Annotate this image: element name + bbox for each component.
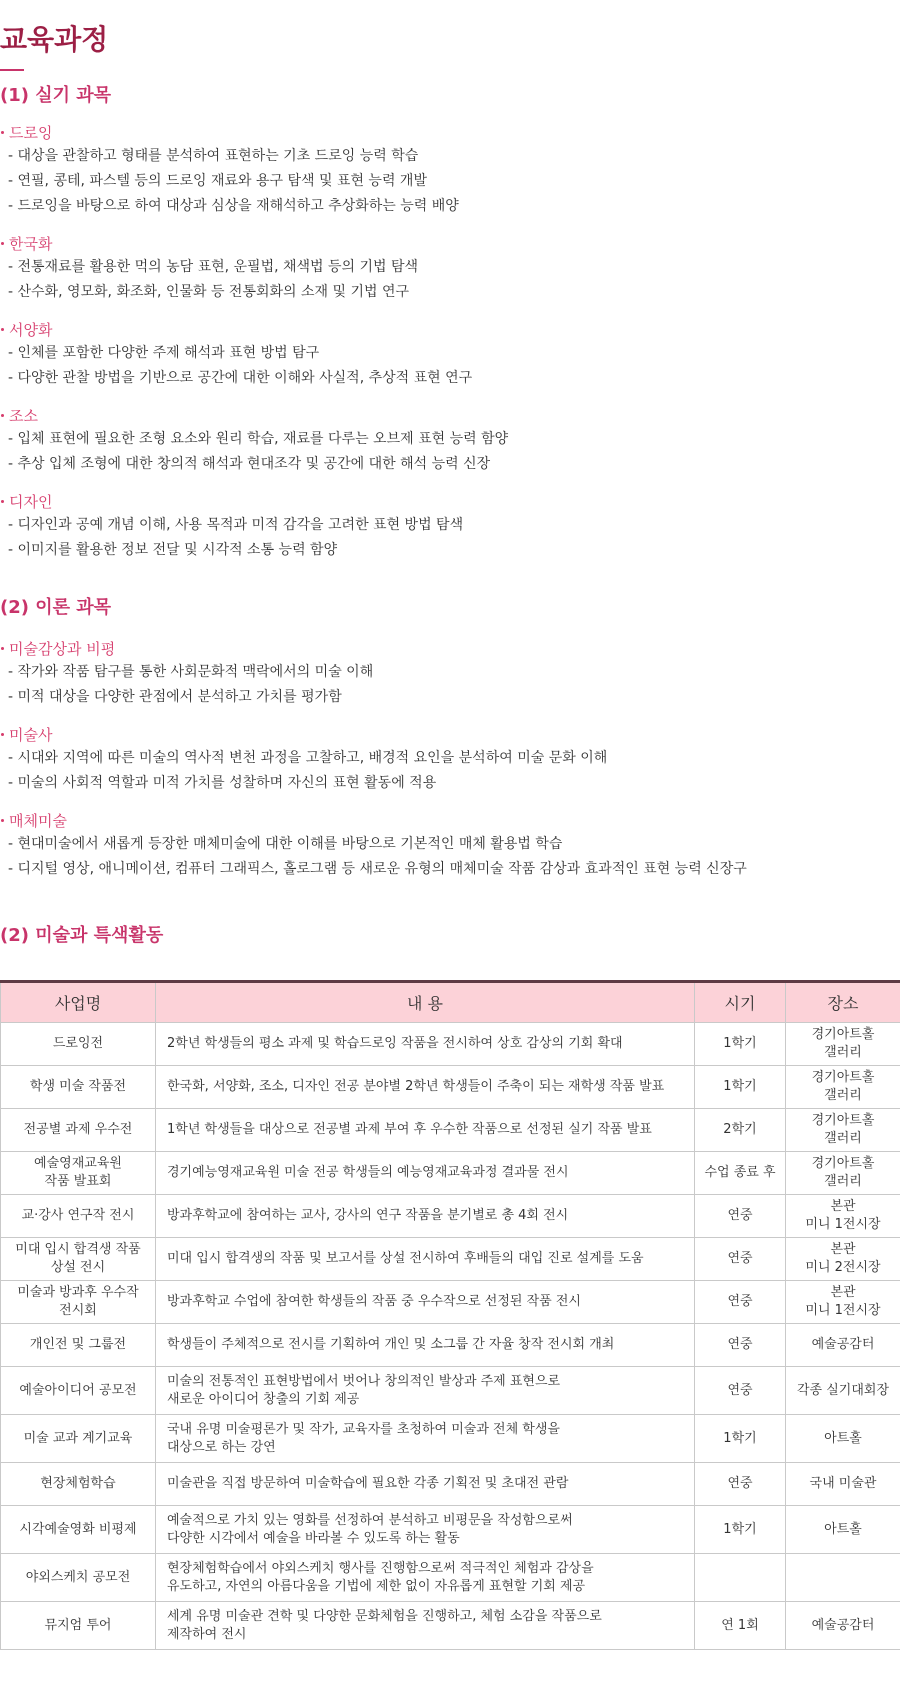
- category-title: [0, 122, 900, 144]
- table-row: [1, 1324, 900, 1367]
- activities-heading: (2) 미술과 특색활동: [0, 925, 164, 946]
- table-row: [1, 1506, 900, 1554]
- course-item: - 시대와 지역에 따른 미술의 역사적 변천 과정을 고찰하고, 배경적 요인을 분석하여 미술 문화 이해: [8, 750, 608, 766]
- activity-name-cell: [1, 1602, 156, 1650]
- table-row: [1, 1152, 900, 1195]
- cell-line: 경기예능영재교육원 미술 전공 학생들의 예능영재교육과정 결과물 전시: [167, 1165, 569, 1180]
- cell-line: 상설 전시: [50, 1260, 106, 1275]
- course-item: - 현대미술에서 새롭게 등장한 매체미술에 대한 이해를 바탕으로 기본적인 매체 활용법 학습: [8, 836, 563, 852]
- cell-line: 경기아트홀: [811, 1113, 875, 1128]
- activity-place-cell: [786, 1463, 900, 1506]
- activity-content-cell: [156, 1023, 695, 1066]
- activity-place-cell: [786, 1506, 900, 1554]
- category-name: 한국화: [9, 235, 53, 253]
- cell-line: 각종 실기대회장: [796, 1382, 890, 1398]
- category-name: 조소: [9, 407, 38, 425]
- cell-line: 아트홀: [824, 1521, 862, 1537]
- course-item: - 디지털 영상, 애니메이션, 컴퓨터 그래픽스, 홀로그램 등 새로운 유형의 매체미술 작품 감상과 효과적인 표현 능력 신장구: [8, 861, 747, 877]
- activity-time-cell: 연중: [695, 1463, 786, 1506]
- course-item: - 다양한 관찰 방법을 기반으로 공간에 대한 이해와 사실적, 추상적 표현 연구: [8, 370, 473, 386]
- category-title: [0, 724, 900, 746]
- category-name: 미술감상과 비평: [9, 640, 116, 658]
- table-row: [1, 1066, 900, 1109]
- cell-line: 대상으로 하는 강연: [167, 1439, 276, 1455]
- activity-time-cell: 연중: [695, 1238, 786, 1281]
- category-name: 디자인: [9, 493, 53, 511]
- table-header-row: [1, 982, 900, 1023]
- category-title: [0, 405, 900, 427]
- activity-name-cell: [1, 1506, 156, 1554]
- cell-line: 미대 입시 합격생의 작품 및 보고서를 상설 전시하여 후배들의 대입 진로 설계를 도움: [167, 1251, 644, 1266]
- practical-heading: (1) 실기 과목: [0, 85, 112, 106]
- category-title: [0, 810, 900, 832]
- cell-line: 국내 유명 미술평론가 및 작가, 교육자를 초청하여 미술과 전체 학생을: [167, 1421, 560, 1437]
- activity-name-cell: [1, 1195, 156, 1238]
- activities-table-container: [0, 980, 900, 1650]
- activity-time-cell: 연중: [695, 1281, 786, 1324]
- bullet-icon: [1, 733, 4, 736]
- cell-line: 야외스케치 공모전: [25, 1569, 131, 1585]
- bullet-icon: [1, 328, 4, 331]
- activity-content-cell: [156, 1109, 695, 1152]
- activity-name-cell: [1, 1152, 156, 1195]
- table-body: [1, 1023, 900, 1650]
- cell-line: 본관: [830, 1285, 856, 1300]
- table-row: [1, 1281, 900, 1324]
- cell-line: 본관: [830, 1199, 856, 1214]
- table-row: [1, 1238, 900, 1281]
- cell-line: 현장체험학습: [40, 1476, 116, 1491]
- cell-line: 학생 미술 작품전: [29, 1079, 127, 1094]
- activity-place-cell: [786, 1066, 900, 1109]
- activity-name-cell: [1, 1109, 156, 1152]
- cell-line: 개인전 및 그룹전: [29, 1337, 127, 1352]
- activity-content-cell: [156, 1066, 695, 1109]
- cell-line: 뮤지엄 투어: [44, 1617, 112, 1633]
- activity-name-cell: [1, 1066, 156, 1109]
- theory-course-list: [0, 624, 900, 882]
- activity-time-cell: 1학기: [695, 1506, 786, 1554]
- cell-line: 제작하여 전시: [167, 1626, 247, 1642]
- activity-name-cell: [1, 1324, 156, 1367]
- cell-line: 예술공감터: [811, 1617, 875, 1633]
- activity-time-cell: 연중: [695, 1324, 786, 1367]
- cell-line: 드로잉전: [52, 1036, 104, 1051]
- theory-heading: (2) 이론 과목: [0, 597, 112, 618]
- activity-place-cell: [786, 1281, 900, 1324]
- cell-line: 갤러리: [824, 1131, 862, 1146]
- course-item: - 연필, 콩테, 파스텔 등의 드로잉 재료와 용구 탐색 및 표현 능력 개발: [8, 173, 427, 189]
- title-underline: [0, 69, 24, 71]
- cell-line: 경기아트홀: [811, 1156, 875, 1171]
- course-item: - 입체 표현에 필요한 조형 요소와 원리 학습, 재료를 다루는 오브제 표현 능력 함양: [8, 431, 509, 447]
- table-row: [1, 1023, 900, 1066]
- table-row: [1, 1554, 900, 1602]
- course-category: [0, 233, 900, 305]
- cell-line: 미술과 방과후 우수작: [17, 1285, 139, 1300]
- activity-time-cell: 1학기: [695, 1066, 786, 1109]
- course-category: [0, 405, 900, 477]
- activity-place-cell: [786, 1602, 900, 1650]
- course-item: - 대상을 관찰하고 형태를 분석하여 표현하는 기초 드로잉 능력 학습: [8, 148, 419, 164]
- cell-line: 경기아트홀: [811, 1070, 875, 1085]
- cell-line: 미니 2전시장: [805, 1260, 881, 1275]
- activity-content-cell: [156, 1367, 695, 1415]
- activity-place-cell: [786, 1195, 900, 1238]
- course-category: [0, 491, 900, 563]
- activity-time-cell: 연 1회: [695, 1602, 786, 1650]
- course-category: [0, 122, 900, 219]
- table-row: [1, 1463, 900, 1506]
- curriculum-content: [0, 84, 900, 946]
- cell-line: 학생들이 주체적으로 전시를 기획하여 개인 및 소그룹 간 자율 창작 전시회 개최: [167, 1337, 615, 1352]
- bullet-icon: [1, 819, 4, 822]
- cell-line: 전공별 과제 우수전: [23, 1122, 133, 1137]
- cell-line: 갤러리: [824, 1174, 862, 1189]
- activity-content-cell: [156, 1506, 695, 1554]
- table-row: [1, 1367, 900, 1415]
- activity-place-cell: [786, 1415, 900, 1463]
- cell-line: 시각예술영화 비평제: [19, 1521, 137, 1537]
- cell-line: 전시회: [59, 1303, 97, 1318]
- bullet-icon: [1, 414, 4, 417]
- table-row: [1, 1109, 900, 1152]
- course-item: - 인체를 포함한 다양한 주제 해석과 표현 방법 탐구: [8, 345, 320, 361]
- activity-name-cell: [1, 1367, 156, 1415]
- activity-content-cell: [156, 1238, 695, 1281]
- cell-line: 현장체험학습에서 야외스케치 행사를 진행함으로써 적극적인 체험과 감상을: [167, 1560, 594, 1576]
- activity-time-cell: 연중: [695, 1195, 786, 1238]
- cell-line: 유도하고, 자연의 아름다움을 기법에 제한 없이 자유롭게 표현할 기회 제공: [167, 1578, 586, 1594]
- page-title: 교육과정: [0, 23, 109, 56]
- cell-line: 다양한 시각에서 예술을 바라볼 수 있도록 하는 활동: [167, 1530, 460, 1546]
- table-row: [1, 1195, 900, 1238]
- course-item: - 전통재료를 활용한 먹의 농담 표현, 운필법, 채색법 등의 기법 탐색: [8, 259, 419, 275]
- bullet-icon: [1, 242, 4, 245]
- activity-content-cell: [156, 1602, 695, 1650]
- activity-place-cell: [786, 1152, 900, 1195]
- course-item: - 미적 대상을 다양한 관점에서 분석하고 가치를 평가함: [8, 689, 342, 705]
- activity-content-cell: [156, 1281, 695, 1324]
- practical-course-list: [0, 122, 900, 563]
- cell-line: 미술관을 직접 방문하여 미술학습에 필요한 각종 기획전 및 초대전 관람: [167, 1476, 569, 1491]
- activity-name-cell: [1, 1281, 156, 1324]
- cell-line: 방과후학교 수업에 참여한 학생들의 작품 중 우수작으로 선정된 작품 전시: [167, 1294, 581, 1309]
- course-category: [0, 319, 900, 391]
- cell-line: 본관: [830, 1242, 856, 1257]
- column-header-name: 사업명: [1, 982, 156, 1023]
- activity-name-cell: [1, 1554, 156, 1602]
- cell-line: 예술영재교육원: [34, 1156, 122, 1171]
- cell-line: 경기아트홀: [811, 1027, 875, 1042]
- column-header-time: 시기: [695, 982, 786, 1023]
- course-item: - 미술의 사회적 역할과 미적 가치를 성찰하며 자신의 표현 활동에 적용: [8, 775, 437, 791]
- activity-time-cell: 1학기: [695, 1023, 786, 1066]
- category-name: 서양화: [9, 321, 53, 339]
- activity-place-cell: [786, 1554, 900, 1602]
- bullet-icon: [1, 500, 4, 503]
- column-header-place: 장소: [786, 982, 900, 1023]
- course-category: [0, 638, 900, 710]
- activity-content-cell: [156, 1195, 695, 1238]
- cell-line: 미니 1전시장: [805, 1217, 881, 1232]
- cell-line: 미대 입시 합격생 작품: [15, 1242, 141, 1257]
- activity-time-cell: 2학기: [695, 1109, 786, 1152]
- cell-line: 1학년 학생들을 대상으로 전공별 과제 부여 후 우수한 작품으로 선정된 실기 작품 발표: [167, 1122, 652, 1137]
- category-name: 미술사: [9, 726, 53, 744]
- cell-line: 미술의 전통적인 표현방법에서 벗어나 창의적인 발상과 주제 표현으로: [167, 1373, 561, 1389]
- cell-line: 갤러리: [824, 1045, 862, 1060]
- cell-line: 작품 발표회: [44, 1174, 112, 1189]
- activity-content-cell: [156, 1324, 695, 1367]
- cell-line: 예술공감터: [811, 1337, 875, 1352]
- activity-place-cell: [786, 1367, 900, 1415]
- category-title: [0, 233, 900, 255]
- category-title: [0, 491, 900, 513]
- activity-name-cell: [1, 1415, 156, 1463]
- table-row: [1, 1602, 900, 1650]
- cell-line: 방과후학교에 참여하는 교사, 강사의 연구 작품을 분기별로 총 4회 전시: [167, 1208, 569, 1223]
- activity-place-cell: [786, 1109, 900, 1152]
- course-item: - 드로잉을 바탕으로 하여 대상과 심상을 재해석하고 추상화하는 능력 배양: [8, 198, 459, 214]
- course-item: - 이미지를 활용한 정보 전달 및 시각적 소통 능력 함양: [8, 542, 338, 558]
- category-title: [0, 319, 900, 341]
- course-item: - 추상 입체 조형에 대한 창의적 해석과 현대조각 및 공간에 대한 해석 능력 신장: [8, 456, 491, 472]
- activities-table: [0, 980, 900, 1650]
- activity-name-cell: [1, 1238, 156, 1281]
- cell-line: 미술 교과 계기교육: [23, 1430, 133, 1446]
- course-category: [0, 724, 900, 796]
- column-header-content: 내 용: [156, 982, 695, 1023]
- bullet-icon: [1, 131, 4, 134]
- activity-place-cell: [786, 1324, 900, 1367]
- activity-place-cell: [786, 1238, 900, 1281]
- cell-line: 국내 미술관: [809, 1476, 877, 1491]
- activity-name-cell: [1, 1023, 156, 1066]
- cell-line: 미니 1전시장: [805, 1303, 881, 1318]
- cell-line: 예술아이디어 공모전: [19, 1382, 137, 1398]
- activity-content-cell: [156, 1554, 695, 1602]
- course-item: - 산수화, 영모화, 화조화, 인물화 등 전통회화의 소재 및 기법 연구: [8, 284, 410, 300]
- activity-name-cell: [1, 1463, 156, 1506]
- cell-line: 한국화, 서양화, 조소, 디자인 전공 분야별 2학년 학생들이 주축이 되는 재학생 작품 발표: [167, 1079, 665, 1094]
- course-category: [0, 810, 900, 882]
- activity-place-cell: [786, 1023, 900, 1066]
- course-item: - 작가와 작품 탐구를 통한 사회문화적 맥락에서의 미술 이해: [8, 664, 374, 680]
- activity-time-cell: [695, 1554, 786, 1602]
- bullet-icon: [1, 647, 4, 650]
- cell-line: 교·강사 연구작 전시: [21, 1208, 135, 1223]
- cell-line: 2학년 학생들의 평소 과제 및 학습드로잉 작품을 전시하여 상호 감상의 기회 확대: [167, 1036, 623, 1051]
- activity-time-cell: 연중: [695, 1367, 786, 1415]
- category-title: [0, 638, 900, 660]
- activity-content-cell: [156, 1463, 695, 1506]
- course-item: - 디자인과 공예 개념 이해, 사용 목적과 미적 감각을 고려한 표현 방법 탐색: [8, 517, 464, 533]
- activity-content-cell: [156, 1152, 695, 1195]
- category-name: 드로잉: [9, 124, 53, 142]
- cell-line: 새로운 아이디어 창출의 기회 제공: [167, 1391, 360, 1407]
- activity-time-cell: 1학기: [695, 1415, 786, 1463]
- category-name: 매체미술: [9, 812, 67, 830]
- activity-time-cell: 수업 종료 후: [695, 1152, 786, 1195]
- cell-line: 예술적으로 가치 있는 영화를 선정하여 분석하고 비평문을 작성함으로써: [167, 1512, 573, 1528]
- activity-content-cell: [156, 1415, 695, 1463]
- cell-line: 갤러리: [824, 1088, 862, 1103]
- cell-line: 아트홀: [824, 1430, 862, 1446]
- table-row: [1, 1415, 900, 1463]
- cell-line: 세계 유명 미술관 견학 및 다양한 문화체험을 진행하고, 체험 소감을 작품으로: [167, 1608, 602, 1624]
